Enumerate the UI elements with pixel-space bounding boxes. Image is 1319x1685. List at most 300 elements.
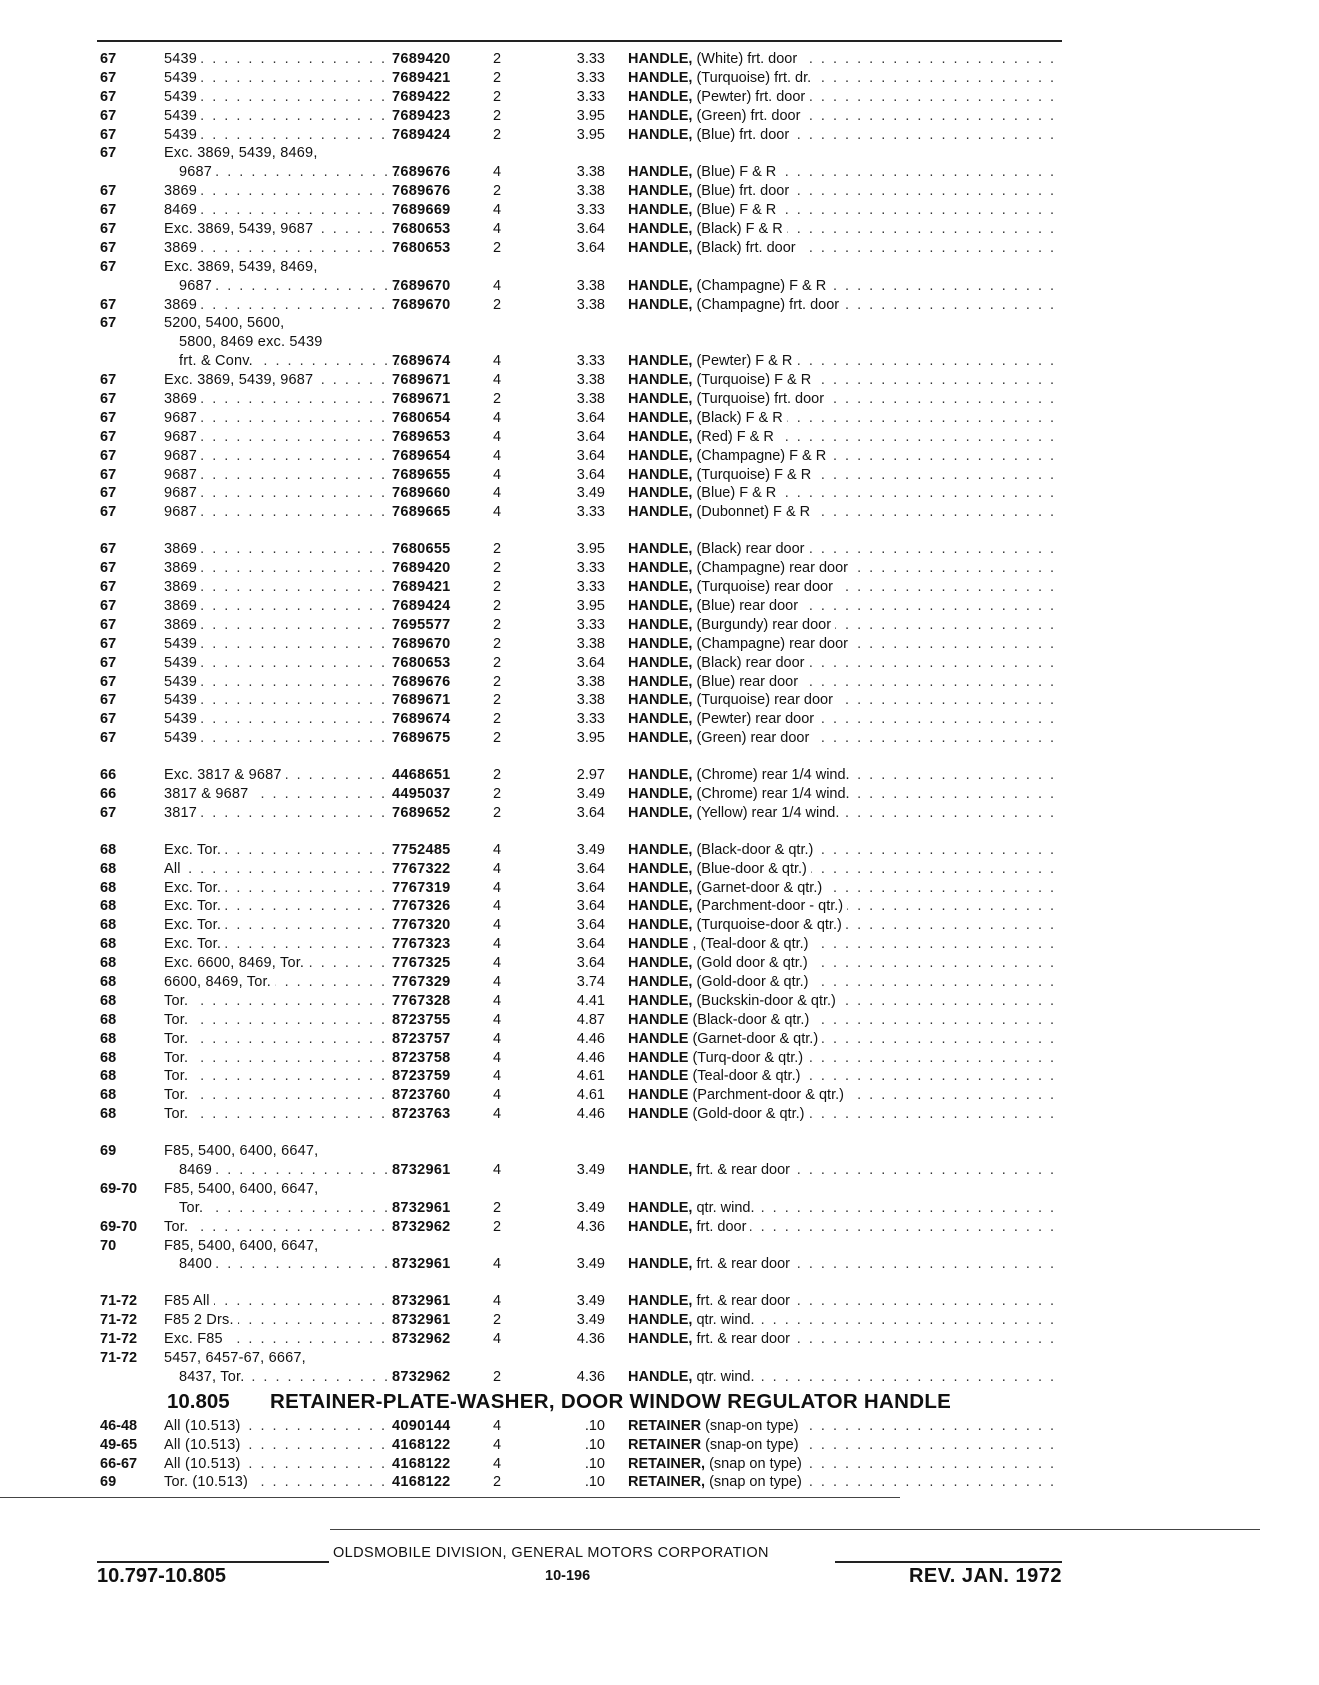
model-cell — [164, 296, 389, 315]
model-cell — [164, 578, 389, 597]
model-cell — [164, 804, 389, 823]
price-cell: 3.95 — [576, 597, 605, 614]
part-number-cell: 7680653 — [392, 239, 451, 256]
part-number-cell: 4468651 — [392, 767, 451, 784]
description-detail: (White) frt. door — [692, 51, 798, 67]
table-row — [0, 1292, 1319, 1311]
table-row — [0, 466, 1319, 485]
model-text: Tor. — [164, 1087, 192, 1103]
description-keyword: HANDLE, — [628, 1312, 693, 1329]
description-text — [628, 880, 826, 896]
table-row — [0, 126, 1319, 145]
model-cell — [164, 935, 389, 954]
table-row — [0, 163, 1319, 182]
description-cell — [628, 1311, 1061, 1330]
quantity-cell: 2 — [493, 1218, 502, 1235]
model-text: 9687 — [164, 504, 201, 520]
description-keyword: HANDLE — [628, 1011, 689, 1028]
table-row — [0, 1161, 1319, 1180]
quantity-cell: 4 — [493, 936, 502, 953]
description-cell — [628, 992, 1061, 1011]
table-row — [0, 1180, 1319, 1199]
model-text: 5200, 5400, 5600, — [164, 315, 288, 331]
price-cell: 3.38 — [576, 391, 605, 408]
description-detail: (Red) F & R — [692, 428, 774, 445]
description-cell — [628, 428, 1061, 447]
year-cell: 69-70 — [100, 1180, 138, 1197]
price-cell: .10 — [584, 1436, 605, 1453]
part-number-cell: 8732961 — [392, 1312, 451, 1329]
price-cell: 4.87 — [576, 1011, 605, 1028]
table-row — [0, 503, 1319, 522]
quantity-cell: 2 — [493, 635, 502, 652]
leader-dots — [164, 1011, 389, 1030]
description-detail: (Blue) F & R — [692, 202, 777, 219]
quantity-cell: 2 — [493, 804, 502, 821]
description-text — [628, 598, 802, 614]
description-keyword: HANDLE — [628, 1068, 689, 1085]
year-cell: 69 — [100, 1474, 117, 1491]
description-detail: qtr. wind. — [692, 1199, 755, 1216]
description-text — [628, 1456, 806, 1472]
model-cell — [164, 107, 389, 126]
model-text: frt. & Conv. — [179, 353, 257, 369]
year-cell: 67 — [100, 485, 117, 502]
model-cell — [164, 69, 389, 88]
description-keyword: HANDLE, — [628, 955, 693, 972]
table-row — [0, 654, 1319, 673]
description-text — [628, 429, 778, 445]
price-cell: 4.46 — [576, 1106, 605, 1123]
table-row — [0, 559, 1319, 578]
model-text: 3869 — [164, 541, 201, 557]
description-text — [628, 541, 808, 557]
description-text — [628, 805, 843, 821]
model-text: Exc. Tor. — [164, 842, 225, 858]
price-cell: 3.33 — [576, 616, 605, 633]
quantity-cell: 4 — [493, 1011, 502, 1028]
table-row — [0, 296, 1319, 315]
description-detail: (Champagne) rear door — [692, 560, 849, 577]
description-detail: (Champagne) frt. door — [692, 296, 840, 313]
description-cell — [628, 201, 1061, 220]
table-row — [0, 879, 1319, 898]
model-text: 3869 — [164, 560, 201, 576]
description-cell — [628, 1455, 1061, 1474]
part-number-cell: 4090144 — [392, 1417, 451, 1434]
model-cell — [164, 88, 389, 107]
model-cell — [164, 860, 389, 879]
description-text — [628, 955, 812, 971]
part-number-cell: 7689424 — [392, 126, 451, 143]
model-cell — [164, 540, 389, 559]
model-cell — [164, 314, 389, 333]
part-number-cell: 8732961 — [392, 1161, 451, 1178]
model-cell — [164, 1349, 389, 1368]
description-cell — [628, 710, 1061, 729]
model-text: All — [164, 861, 185, 877]
footer-section-range: 10.797-10.805 — [97, 1565, 227, 1587]
description-keyword: HANDLE, — [628, 841, 693, 858]
price-cell: 3.64 — [576, 409, 605, 426]
footer-page-number: 10-196 — [545, 1568, 591, 1584]
section-number: 10.805 — [167, 1389, 230, 1413]
part-number-cell: 7689660 — [392, 485, 451, 502]
description-text — [628, 1068, 804, 1084]
model-cell — [164, 182, 389, 201]
description-detail: (Black) rear door — [692, 541, 805, 558]
quantity-cell: 2 — [493, 1199, 502, 1216]
model-text: Exc. 6600, 8469, Tor. — [164, 955, 308, 971]
description-detail: (Turquoise) F & R — [692, 466, 812, 483]
model-cell — [179, 163, 404, 182]
price-cell: 3.64 — [576, 917, 605, 934]
description-text — [628, 108, 804, 124]
model-text: Tor. (10.513) — [164, 1474, 252, 1490]
description-cell — [628, 1255, 1061, 1274]
description-text — [628, 655, 808, 671]
price-cell: 3.38 — [576, 164, 605, 181]
price-cell: 3.33 — [576, 504, 605, 521]
quantity-cell: 2 — [493, 767, 502, 784]
part-number-cell: 7689421 — [392, 69, 451, 86]
description-text — [628, 202, 780, 218]
description-detail: (Gold door & qtr.) — [692, 955, 808, 972]
quantity-cell: 4 — [493, 860, 502, 877]
description-cell — [628, 409, 1061, 428]
table-row — [0, 1330, 1319, 1349]
price-cell: 3.64 — [576, 239, 605, 256]
price-cell: 4.61 — [576, 1087, 605, 1104]
quantity-cell: 4 — [493, 202, 502, 219]
description-detail: (Buckskin-door & qtr.) — [692, 992, 836, 1009]
quantity-cell: 4 — [493, 841, 502, 858]
part-number-cell: 7767320 — [392, 917, 451, 934]
table-row — [0, 1030, 1319, 1049]
year-cell: 66 — [100, 785, 117, 802]
quantity-cell: 4 — [493, 1030, 502, 1047]
price-cell: 3.49 — [576, 785, 605, 802]
description-detail: (Black-door & qtr.) — [688, 1011, 810, 1028]
price-cell: 3.38 — [576, 635, 605, 652]
quantity-cell: 2 — [493, 239, 502, 256]
year-cell: 68 — [100, 1087, 117, 1104]
model-cell — [164, 1049, 389, 1068]
description-keyword: HANDLE, — [628, 560, 693, 577]
model-text: 8469 — [164, 202, 201, 218]
part-number-cell: 7689670 — [392, 277, 451, 294]
description-cell — [628, 635, 1061, 654]
price-cell: 3.38 — [576, 183, 605, 200]
description-text — [628, 504, 814, 520]
part-number-cell: 7689423 — [392, 107, 451, 124]
price-cell: 3.49 — [576, 1161, 605, 1178]
part-number-cell: 7689674 — [392, 353, 451, 370]
description-detail: , (Teal-door & qtr.) — [688, 936, 809, 953]
description-detail: (Pewter) F & R — [692, 353, 793, 370]
section-heading — [0, 1387, 1319, 1417]
table-row — [0, 540, 1319, 559]
quantity-cell: 2 — [493, 1474, 502, 1491]
table-row — [0, 1218, 1319, 1237]
description-cell — [628, 1218, 1061, 1237]
year-cell: 70 — [100, 1237, 117, 1254]
model-text: Exc. Tor. — [164, 898, 225, 914]
year-cell: 69-70 — [100, 1218, 138, 1235]
table-row — [0, 144, 1319, 163]
description-keyword: HANDLE, — [628, 541, 693, 558]
quantity-cell: 4 — [493, 164, 502, 181]
description-text — [628, 1106, 808, 1122]
description-cell — [628, 447, 1061, 466]
description-keyword: HANDLE, — [628, 372, 693, 389]
description-cell — [628, 1030, 1061, 1049]
quantity-cell: 4 — [493, 1068, 502, 1085]
part-number-cell: 8723758 — [392, 1049, 451, 1066]
model-text: 9687 — [179, 278, 216, 294]
quantity-cell: 4 — [493, 447, 502, 464]
year-cell: 67 — [100, 409, 117, 426]
description-cell — [628, 220, 1061, 239]
price-cell: 3.95 — [576, 126, 605, 143]
description-detail: qtr. wind. — [692, 1312, 755, 1329]
quantity-cell: 2 — [493, 785, 502, 802]
table-row — [0, 447, 1319, 466]
description-keyword: HANDLE — [628, 1030, 689, 1047]
leader-dots — [164, 992, 389, 1011]
model-text: Exc. Tor. — [164, 936, 225, 952]
year-cell: 66 — [100, 767, 117, 784]
description-detail: (snap-on type) — [701, 1417, 799, 1434]
leader-dots — [164, 1030, 389, 1049]
price-cell: 4.46 — [576, 1049, 605, 1066]
description-keyword: HANDLE, — [628, 804, 693, 821]
part-number-cell: 7767322 — [392, 860, 451, 877]
quantity-cell: 4 — [493, 1293, 502, 1310]
model-text: All (10.513) — [164, 1418, 245, 1434]
model-text: 5439 — [164, 51, 201, 67]
description-keyword: HANDLE, — [628, 1161, 693, 1178]
description-keyword: HANDLE, — [628, 654, 693, 671]
description-keyword: HANDLE, — [628, 409, 693, 426]
model-text: Exc. 3869, 5439, 9687 — [164, 372, 317, 388]
model-cell — [164, 144, 389, 163]
description-keyword: HANDLE, — [628, 879, 693, 896]
year-cell: 67 — [100, 221, 117, 238]
description-keyword: RETAINER, — [628, 1474, 706, 1491]
price-cell: 3.33 — [576, 51, 605, 67]
description-text — [628, 70, 815, 86]
part-number-cell: 7680654 — [392, 409, 451, 426]
model-text: Tor. — [164, 993, 192, 1009]
description-keyword: HANDLE, — [628, 296, 693, 313]
model-text: 5439 — [164, 674, 201, 690]
part-number-cell: 7689670 — [392, 296, 451, 313]
model-cell — [179, 333, 404, 352]
quantity-cell: 4 — [493, 992, 502, 1009]
model-text: Tor. — [164, 1068, 192, 1084]
table-row — [0, 578, 1319, 597]
model-cell — [164, 201, 389, 220]
model-text: 3869 — [164, 391, 201, 407]
description-text — [628, 692, 837, 708]
price-cell: 3.64 — [576, 955, 605, 972]
price-cell: 3.64 — [576, 428, 605, 445]
part-number-cell: 7689652 — [392, 804, 451, 821]
model-cell — [179, 1161, 404, 1180]
description-text — [628, 240, 800, 256]
price-cell: .10 — [584, 1417, 605, 1434]
part-number-cell: 7689665 — [392, 504, 451, 521]
quantity-cell: 4 — [493, 372, 502, 389]
description-detail: (Champagne) rear door — [692, 635, 849, 652]
part-number-cell: 7680655 — [392, 541, 451, 558]
part-number-cell: 7689424 — [392, 597, 451, 614]
description-detail: (Blue) F & R — [692, 485, 777, 502]
description-keyword: HANDLE, — [628, 1293, 693, 1310]
description-detail: (Black) rear door — [692, 654, 805, 671]
part-number-cell: 7689655 — [392, 466, 451, 483]
model-text: Tor. — [164, 1012, 192, 1028]
description-text — [628, 164, 780, 180]
model-text: 3869 — [164, 579, 201, 595]
year-cell: 67 — [100, 616, 117, 633]
table-row — [0, 616, 1319, 635]
description-cell — [628, 673, 1061, 692]
price-cell: 4.46 — [576, 1030, 605, 1047]
model-text: Exc. 3869, 5439, 8469, — [164, 145, 322, 161]
table-row — [0, 1011, 1319, 1030]
part-number-cell: 7689670 — [392, 635, 451, 652]
description-keyword: RETAINER — [628, 1436, 702, 1453]
model-cell — [179, 352, 404, 371]
description-keyword: HANDLE, — [628, 353, 693, 370]
model-cell — [164, 428, 389, 447]
top-rule — [97, 40, 1062, 42]
description-cell — [628, 785, 1061, 804]
description-cell — [628, 390, 1061, 409]
table-row — [0, 785, 1319, 804]
price-cell: 4.36 — [576, 1368, 605, 1385]
description-cell — [628, 1049, 1061, 1068]
description-text — [628, 674, 802, 690]
description-text — [628, 1474, 806, 1490]
description-text — [628, 1256, 794, 1272]
year-cell: 67 — [100, 315, 117, 332]
description-text — [628, 917, 846, 933]
description-cell — [628, 163, 1061, 182]
description-detail: (Turquoise) rear door — [692, 692, 833, 709]
table-row — [0, 1455, 1319, 1474]
description-detail: (Blue) rear door — [692, 597, 799, 614]
description-keyword: HANDLE, — [628, 1331, 693, 1348]
leader-dots — [164, 1067, 389, 1086]
description-keyword: HANDLE, — [628, 730, 693, 747]
price-cell: 4.36 — [576, 1218, 605, 1235]
model-text: 5439 — [164, 711, 201, 727]
model-cell — [164, 1218, 389, 1237]
model-text: 9687 — [164, 429, 201, 445]
model-cell — [164, 916, 389, 935]
part-number-cell: 8732962 — [392, 1218, 451, 1235]
year-cell: 67 — [100, 597, 117, 614]
year-cell: 67 — [100, 804, 117, 821]
model-text: 3869 — [164, 598, 201, 614]
price-cell: 3.49 — [576, 1256, 605, 1273]
description-cell — [628, 371, 1061, 390]
part-number-cell: 8732962 — [392, 1368, 451, 1385]
model-cell — [164, 766, 389, 785]
description-text — [628, 278, 830, 294]
description-cell — [628, 897, 1061, 916]
description-detail: (Burgundy) rear door — [692, 616, 832, 633]
model-cell — [164, 1011, 389, 1030]
year-cell: 67 — [100, 372, 117, 389]
description-text — [628, 993, 840, 1009]
table-row — [0, 992, 1319, 1011]
parts-table — [0, 50, 1319, 1492]
model-text: 9687 — [179, 164, 216, 180]
model-text: Exc. 3869, 5439, 9687 — [164, 221, 317, 237]
model-cell — [164, 729, 389, 748]
price-cell: 3.64 — [576, 654, 605, 671]
description-cell — [628, 277, 1061, 296]
year-cell: 69 — [100, 1143, 117, 1160]
description-detail: (Black-door & qtr.) — [692, 841, 814, 858]
part-number-cell: 7767328 — [392, 992, 451, 1009]
description-detail: (Turquoise) F & R — [692, 372, 812, 389]
model-cell — [164, 635, 389, 654]
description-cell — [628, 182, 1061, 201]
description-keyword: HANDLE, — [628, 428, 693, 445]
table-row — [0, 1436, 1319, 1455]
table-row — [0, 897, 1319, 916]
description-cell — [628, 484, 1061, 503]
footer-rule-right — [835, 1561, 1062, 1563]
model-cell — [179, 277, 404, 296]
model-cell — [179, 1255, 404, 1274]
part-number-cell: 8732961 — [392, 1256, 451, 1273]
price-cell: 3.74 — [576, 973, 605, 990]
part-number-cell: 8732962 — [392, 1331, 451, 1348]
model-text: 9687 — [164, 448, 201, 464]
model-cell — [164, 484, 389, 503]
description-detail: (Green) frt. door — [692, 107, 801, 124]
part-number-cell: 7689671 — [392, 372, 451, 389]
table-row — [0, 201, 1319, 220]
description-detail: (Turq-door & qtr.) — [688, 1049, 804, 1066]
description-cell — [628, 50, 1061, 69]
divider-line — [0, 1497, 900, 1498]
description-cell — [628, 1417, 1061, 1436]
description-keyword: HANDLE, — [628, 466, 693, 483]
year-cell: 67 — [100, 447, 117, 464]
description-cell — [628, 503, 1061, 522]
price-cell: 3.38 — [576, 673, 605, 690]
description-keyword: HANDLE, — [628, 69, 693, 86]
price-cell: 4.41 — [576, 992, 605, 1009]
description-detail: (Turquoise-door & qtr.) — [692, 917, 842, 934]
price-cell: 4.61 — [576, 1068, 605, 1085]
description-detail: (Black) F & R — [692, 221, 783, 238]
price-cell: 3.64 — [576, 860, 605, 877]
model-text: Exc. Tor. — [164, 880, 225, 896]
table-row — [0, 1368, 1319, 1387]
description-keyword: HANDLE, — [628, 973, 693, 990]
part-number-cell: 7689421 — [392, 579, 451, 596]
year-cell: 68 — [100, 1106, 117, 1123]
price-cell: 3.38 — [576, 692, 605, 709]
